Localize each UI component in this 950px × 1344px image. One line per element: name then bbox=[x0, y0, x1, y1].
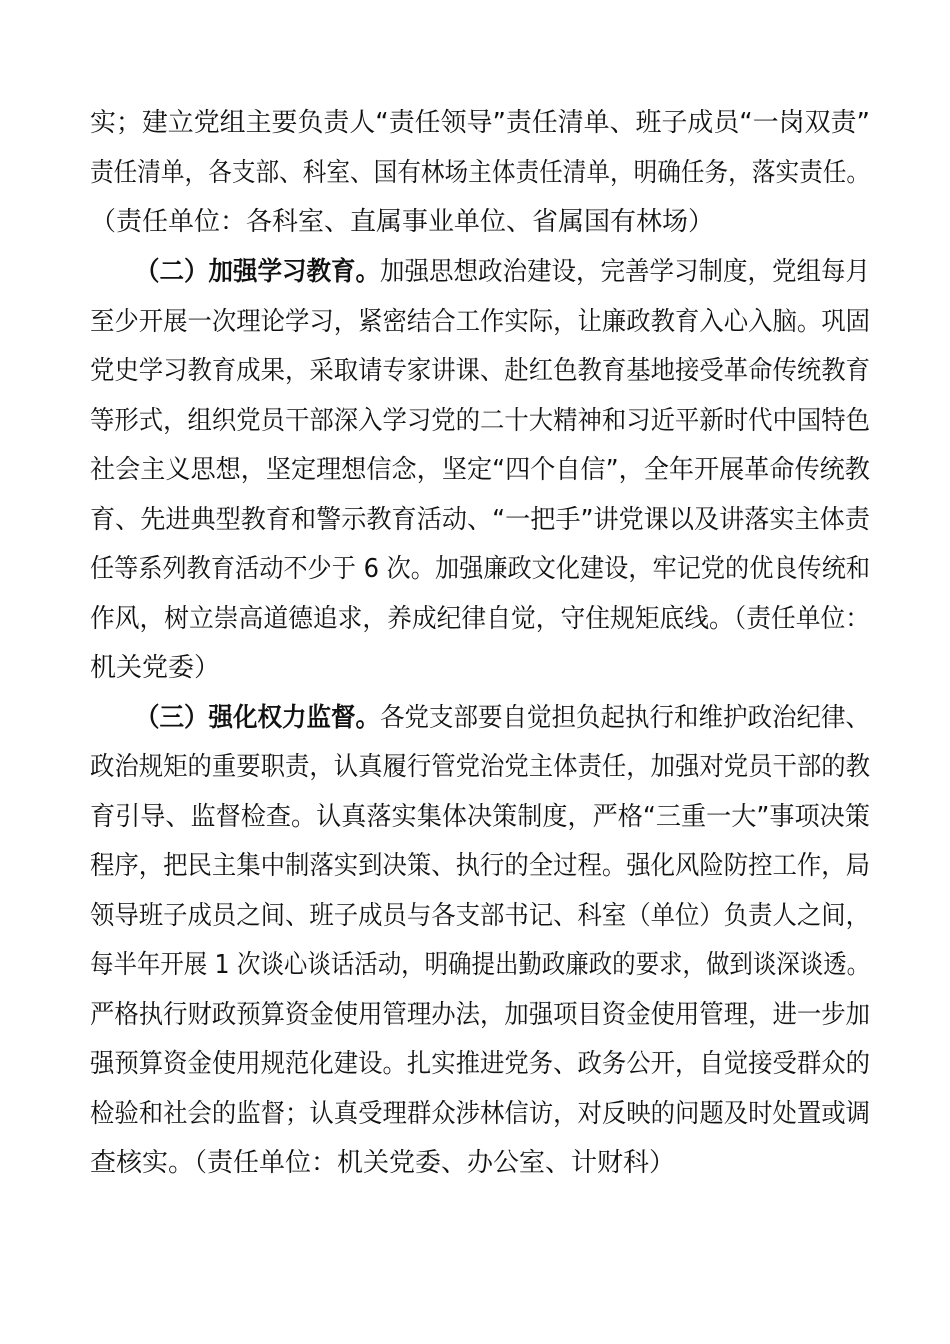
text-line: 社会主义思想，坚定理想信念，坚定“四个自信”，全年开展革命传统教 bbox=[90, 455, 870, 485]
text-line: 育、先进典型教育和警示教育活动、“一把手”讲党课以及讲落实主体责 bbox=[90, 505, 870, 535]
text-line: 每半年开展 1 次谈心谈话活动，明确提出勤政廉政的要求，做到谈深谈透。 bbox=[90, 950, 871, 980]
text-line: 查核实。（责任单位：机关党委、办公室、计财科） bbox=[90, 1148, 676, 1178]
section-3-heading: （三）强化权力监督。 bbox=[135, 703, 381, 733]
text-line: 党史学习教育成果，采取请专家讲课、赴红色教育基地接受革命传统教育 bbox=[90, 356, 871, 386]
section-3-first-line bbox=[135, 702, 870, 734]
text-line: 作风，树立崇高道德追求，养成纪律自觉，守住规矩底线。（责任单位： bbox=[90, 604, 871, 634]
text-line: 领导班子成员之间、班子成员与各支部书记、科室（单位）负责人之间， bbox=[90, 901, 871, 931]
text-line: 严格执行财政预算资金使用管理办法，加强项目资金使用管理，进一步加 bbox=[90, 1000, 871, 1030]
section-3-text: 各党支部要自觉担负起执行和维护政治纪律、 bbox=[380, 703, 871, 733]
text-line: 政治规矩的重要职责，认真履行管党治党主体责任，加强对党员干部的教 bbox=[90, 752, 871, 782]
text-line: 程序，把民主集中制落实到决策、执行的全过程。强化风险防控工作，局 bbox=[90, 851, 871, 881]
text-line: （责任单位：各科室、直属事业单位、省属国有林场） bbox=[90, 207, 715, 237]
text-line: 实；建立党组主要负责人“责任领导”责任清单、班子成员“一岗双责” bbox=[90, 108, 870, 138]
text-line: 任等系列教育活动不少于 6 次。加强廉政文化建设，牢记党的优良传统和 bbox=[90, 554, 871, 584]
text-line: 至少开展一次理论学习，紧密结合工作实际，让廉政教育入心入脑。巩固 bbox=[90, 307, 871, 337]
text-line: 责任清单，各支部、科室、国有林场主体责任清单，明确任务，落实责任。 bbox=[90, 158, 871, 188]
text-line: 机关党委） bbox=[90, 653, 221, 683]
text-line: 检验和社会的监督；认真受理群众涉林信访，对反映的问题及时处置或调 bbox=[90, 1099, 871, 1129]
text-line: 等形式，组织党员干部深入学习党的二十大精神和习近平新时代中国特色 bbox=[90, 406, 871, 436]
section-2-heading: （二）加强学习教育。 bbox=[135, 257, 381, 287]
section-2-text: 加强思想政治建设，完善学习制度，党组每月 bbox=[380, 257, 871, 287]
text-line: 育引导、监督检查。认真落实集体决策制度，严格“三重一大”事项决策 bbox=[90, 802, 870, 832]
text-line: 强预算资金使用规范化建设。扎实推进党务、政务公开，自觉接受群众的 bbox=[90, 1049, 871, 1079]
section-2-first-line bbox=[135, 256, 870, 288]
